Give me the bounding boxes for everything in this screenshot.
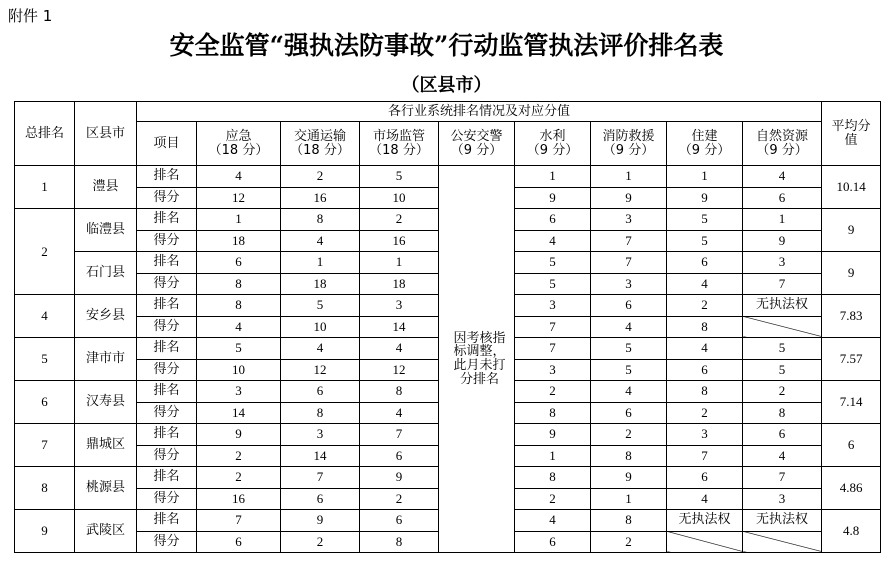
rank-value: 4 (591, 381, 667, 403)
score-value: 5 (591, 359, 667, 381)
rank-value: 2 (667, 295, 743, 317)
average-cell: 7.57 (822, 338, 881, 381)
score-value: 4 (667, 488, 743, 510)
score-value: 16 (360, 230, 439, 252)
score-value: 8 (281, 402, 360, 424)
rank-value: 8 (515, 467, 591, 489)
score-value: 6 (281, 488, 360, 510)
average-cell: 10.14 (822, 166, 881, 209)
score-value: 8 (591, 445, 667, 467)
rank-value: 无执法权 (743, 510, 822, 532)
score-value: 4 (515, 230, 591, 252)
rank-value: 2 (591, 424, 667, 446)
score-value: 16 (281, 187, 360, 209)
score-value: 6 (515, 531, 591, 553)
average-cell: 9 (822, 209, 881, 252)
header-average: 平均分 值 (822, 102, 881, 166)
ranking-table (14, 101, 881, 553)
score-value: 8 (667, 316, 743, 338)
score-value: 4 (743, 445, 822, 467)
score-value: 14 (360, 316, 439, 338)
header-industry: 应急 （18 分） (197, 122, 281, 166)
total-rank-cell: 9 (15, 510, 75, 553)
rank-value: 2 (197, 467, 281, 489)
rank-value: 1 (197, 209, 281, 231)
score-value: 5 (667, 230, 743, 252)
score-value: 8 (743, 402, 822, 424)
rank-value: 8 (197, 295, 281, 317)
rank-value: 5 (360, 166, 439, 188)
rank-label: 排名 (137, 424, 197, 446)
rank-value: 1 (515, 166, 591, 188)
score-value: 5 (515, 273, 591, 295)
county-cell: 津市市 (75, 338, 137, 381)
rank-value: 5 (515, 252, 591, 274)
score-value: 8 (360, 531, 439, 553)
page-title: 安全监管“强执法防事故”行动监管执法评价排名表 (169, 31, 724, 60)
total-rank-cell: 4 (15, 295, 75, 338)
rank-value: 1 (591, 166, 667, 188)
police-note-cell (439, 166, 515, 553)
rank-value: 2 (360, 209, 439, 231)
score-value: 6 (667, 359, 743, 381)
score-value: 2 (591, 531, 667, 553)
score-label: 得分 (137, 187, 197, 209)
score-value: 3 (515, 359, 591, 381)
police-note-line: 因考核指 (453, 330, 506, 346)
header-county: 区县市 (75, 102, 137, 166)
rank-value: 2 (743, 381, 822, 403)
rank-value: 1 (360, 252, 439, 274)
rank-value: 1 (667, 166, 743, 188)
empty-slash-cell (667, 531, 743, 553)
score-value: 9 (515, 187, 591, 209)
rank-value: 9 (281, 510, 360, 532)
score-value: 1 (591, 488, 667, 510)
empty-slash-cell (743, 531, 822, 553)
score-label: 得分 (137, 230, 197, 252)
rank-value: 5 (743, 338, 822, 360)
score-value: 12 (281, 359, 360, 381)
rank-value: 7 (197, 510, 281, 532)
police-note-line: 标调整， (453, 344, 506, 360)
score-value: 12 (197, 187, 281, 209)
rank-label: 排名 (137, 166, 197, 188)
score-value: 4 (591, 316, 667, 338)
score-value: 5 (743, 359, 822, 381)
county-cell: 桃源县 (75, 467, 137, 510)
rank-value: 3 (591, 209, 667, 231)
score-value: 6 (197, 531, 281, 553)
score-label: 得分 (137, 445, 197, 467)
rank-value: 6 (743, 424, 822, 446)
score-value: 18 (281, 273, 360, 295)
rank-value: 5 (197, 338, 281, 360)
score-value: 7 (667, 445, 743, 467)
rank-value: 4 (667, 338, 743, 360)
score-value: 10 (197, 359, 281, 381)
rank-value: 无执法权 (743, 295, 822, 317)
score-value: 16 (197, 488, 281, 510)
rank-value: 6 (667, 467, 743, 489)
rank-value: 9 (197, 424, 281, 446)
police-note-line: 分排名 (459, 371, 499, 387)
header-item: 项目 (137, 122, 197, 166)
county-cell: 武陵区 (75, 510, 137, 553)
rank-value: 8 (281, 209, 360, 231)
rank-value: 4 (743, 166, 822, 188)
score-value: 7 (515, 316, 591, 338)
total-rank-cell: 8 (15, 467, 75, 510)
rank-value: 6 (515, 209, 591, 231)
county-cell: 临澧县 (75, 209, 137, 252)
header-industry: 消防救援 （9 分） (591, 122, 667, 166)
table-row (15, 166, 881, 188)
score-value: 6 (591, 402, 667, 424)
score-value: 4 (667, 273, 743, 295)
rank-value: 9 (360, 467, 439, 489)
rank-value: 8 (360, 381, 439, 403)
rank-value: 7 (515, 338, 591, 360)
rank-value: 4 (515, 510, 591, 532)
rank-label: 排名 (137, 209, 197, 231)
score-value: 2 (197, 445, 281, 467)
score-value: 8 (515, 402, 591, 424)
rank-value: 6 (591, 295, 667, 317)
average-cell: 7.83 (822, 295, 881, 338)
rank-value: 6 (281, 381, 360, 403)
score-value: 3 (743, 488, 822, 510)
score-value: 14 (197, 402, 281, 424)
rank-value: 7 (591, 252, 667, 274)
county-cell: 鼎城区 (75, 424, 137, 467)
rank-value: 7 (360, 424, 439, 446)
score-value: 14 (281, 445, 360, 467)
score-label: 得分 (137, 488, 197, 510)
rank-value: 3 (667, 424, 743, 446)
score-value: 12 (360, 359, 439, 381)
header-industry: 交通运输 （18 分） (281, 122, 360, 166)
county-cell: 安乡县 (75, 295, 137, 338)
rank-label: 排名 (137, 252, 197, 274)
score-value: 2 (360, 488, 439, 510)
average-cell: 7.14 (822, 381, 881, 424)
rank-value: 6 (667, 252, 743, 274)
score-value: 18 (197, 230, 281, 252)
average-cell: 6 (822, 424, 881, 467)
header-industry: 自然资源 （9 分） (743, 122, 822, 166)
county-cell: 澧县 (75, 166, 137, 209)
rank-value: 5 (281, 295, 360, 317)
header-industry: 住建 （9 分） (667, 122, 743, 166)
average-cell: 4.86 (822, 467, 881, 510)
rank-value: 5 (667, 209, 743, 231)
score-value: 6 (360, 445, 439, 467)
score-value: 3 (591, 273, 667, 295)
score-value: 7 (743, 273, 822, 295)
rank-value: 无执法权 (667, 510, 743, 532)
score-label: 得分 (137, 531, 197, 553)
score-label: 得分 (137, 402, 197, 424)
page-subtitle: （区县市） (401, 75, 492, 96)
rank-value: 3 (515, 295, 591, 317)
rank-value: 2 (281, 166, 360, 188)
rank-value: 9 (591, 467, 667, 489)
header-industry: 水利 （9 分） (515, 122, 591, 166)
score-value: 8 (197, 273, 281, 295)
rank-label: 排名 (137, 338, 197, 360)
score-value: 9 (667, 187, 743, 209)
score-value: 2 (281, 531, 360, 553)
score-value: 2 (515, 488, 591, 510)
score-value: 4 (360, 402, 439, 424)
rank-value: 7 (743, 467, 822, 489)
rank-value: 1 (281, 252, 360, 274)
rank-value: 3 (360, 295, 439, 317)
header-industry: 市场监管 （18 分） (360, 122, 439, 166)
total-rank-cell: 5 (15, 338, 75, 381)
score-label: 得分 (137, 316, 197, 338)
police-note-line: 此月未打 (453, 358, 506, 373)
average-cell: 9 (822, 252, 881, 295)
rank-label: 排名 (137, 295, 197, 317)
rank-value: 6 (360, 510, 439, 532)
rank-value: 1 (743, 209, 822, 231)
score-value: 7 (591, 230, 667, 252)
rank-value: 4 (197, 166, 281, 188)
header-industry-group: 各行业系统排名情况及对应分值 (137, 102, 822, 122)
score-value: 1 (515, 445, 591, 467)
score-value: 6 (743, 187, 822, 209)
score-value: 18 (360, 273, 439, 295)
rank-value: 9 (515, 424, 591, 446)
rank-value: 2 (515, 381, 591, 403)
rank-label: 排名 (137, 467, 197, 489)
header-total-rank: 总排名 (15, 102, 75, 166)
score-value: 9 (591, 187, 667, 209)
rank-value: 7 (281, 467, 360, 489)
county-cell: 汉寿县 (75, 381, 137, 424)
rank-value: 6 (197, 252, 281, 274)
rank-value: 3 (281, 424, 360, 446)
rank-value: 3 (743, 252, 822, 274)
attachment-label: 附件 1 (8, 7, 53, 25)
rank-value: 3 (197, 381, 281, 403)
score-label: 得分 (137, 359, 197, 381)
header-industry: 公安交警 （9 分） (439, 122, 515, 166)
score-value: 4 (197, 316, 281, 338)
rank-value: 8 (591, 510, 667, 532)
total-rank-cell: 7 (15, 424, 75, 467)
rank-value: 4 (281, 338, 360, 360)
empty-slash-cell (743, 316, 822, 338)
average-cell: 4.8 (822, 510, 881, 553)
score-value: 10 (281, 316, 360, 338)
county-cell: 石门县 (75, 252, 137, 295)
rank-label: 排名 (137, 381, 197, 403)
total-rank-cell: 1 (15, 166, 75, 209)
total-rank-cell: 2 (15, 209, 75, 295)
score-value: 4 (281, 230, 360, 252)
score-label: 得分 (137, 273, 197, 295)
rank-value: 4 (360, 338, 439, 360)
rank-label: 排名 (137, 510, 197, 532)
rank-value: 8 (667, 381, 743, 403)
score-value: 2 (667, 402, 743, 424)
rank-value: 5 (591, 338, 667, 360)
score-value: 10 (360, 187, 439, 209)
total-rank-cell: 6 (15, 381, 75, 424)
score-value: 9 (743, 230, 822, 252)
